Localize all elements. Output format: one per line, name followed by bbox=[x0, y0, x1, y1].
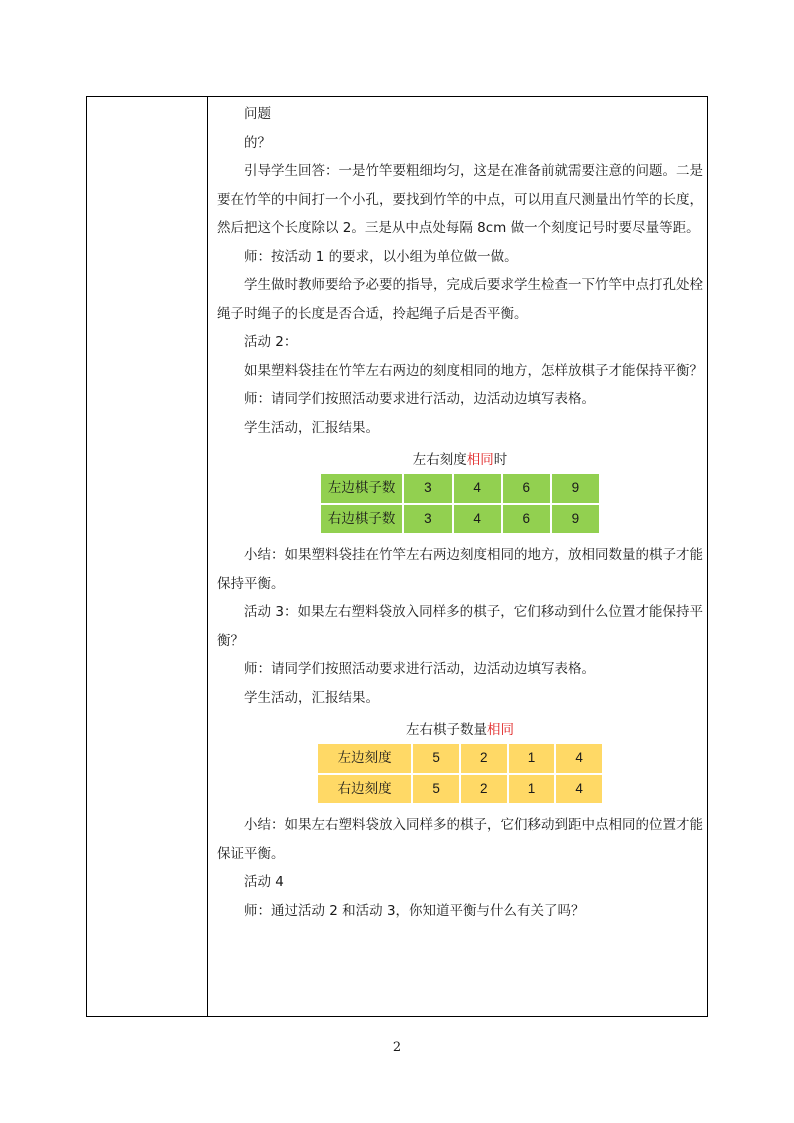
table-cell: 6 bbox=[502, 504, 551, 535]
table-cell: 5 bbox=[412, 774, 460, 805]
table-cell: 4 bbox=[555, 743, 603, 774]
table-row bbox=[317, 774, 603, 805]
row-header: 右边棋子数 bbox=[320, 504, 403, 535]
row-header: 右边刻度 bbox=[317, 774, 412, 805]
column-divider bbox=[207, 96, 208, 1017]
table-cell: 6 bbox=[502, 473, 551, 504]
paragraph: 活动 2： bbox=[244, 334, 298, 350]
paragraph: 问题 bbox=[244, 106, 271, 122]
page-number: 2 bbox=[392, 1040, 402, 1055]
table-row bbox=[320, 473, 600, 504]
table-cell: 2 bbox=[460, 743, 508, 774]
row-header: 左边棋子数 bbox=[320, 473, 403, 504]
paragraph: 小结：如果左右塑料袋放入同样多的棋子，它们移动到距中点相同的位置才能保证平衡。 bbox=[217, 817, 703, 862]
table-cell: 9 bbox=[551, 504, 600, 535]
table-row bbox=[320, 504, 600, 535]
caption-text: 左右刻度 bbox=[412, 452, 467, 467]
table-cell: 2 bbox=[460, 774, 508, 805]
paragraph: 的？ bbox=[244, 134, 271, 151]
table-cell: 1 bbox=[508, 774, 556, 805]
table2-equal-count bbox=[316, 742, 604, 805]
table-cell: 1 bbox=[508, 743, 556, 774]
table-cell: 5 bbox=[412, 743, 460, 774]
table-cell: 3 bbox=[403, 504, 452, 535]
caption-text: 时 bbox=[493, 452, 508, 467]
paragraph: 活动 3：如果左右塑料袋放入同样多的棋子，它们移动到什么位置才能保持平衡？ bbox=[217, 604, 703, 649]
paragraph: 学生活动，汇报结果。 bbox=[244, 689, 379, 706]
paragraph: 活动 4 bbox=[244, 874, 284, 890]
caption-highlight: 相同 bbox=[466, 452, 494, 467]
caption-highlight: 相同 bbox=[487, 722, 514, 737]
table-cell: 4 bbox=[555, 774, 603, 805]
paragraph: 学生活动，汇报结果。 bbox=[244, 419, 379, 436]
paragraph: 师：按活动 1 的要求，以小组为单位做一做。 bbox=[244, 248, 518, 265]
paragraph: 引导学生回答：一是竹竿要粗细均匀，这是在准备前就需要注意的问题。二是要在竹竿的中间打一个小孔，要找到竹竿的中点，可以用直尺测量出竹竿的长度，然后把这个长度除以 2。三是从中点处每隔 8cm 做一个刻度记号时要尽量等距。 bbox=[217, 163, 703, 236]
paragraph: 学生做时教师要给予必要的指导，完成后要求学生检查一下竹竿中点打孔处栓绳子时绳子的长度是否合适，拎起绳子后是否平衡。 bbox=[217, 277, 703, 322]
table-cell: 9 bbox=[551, 473, 600, 504]
table-cell: 4 bbox=[453, 504, 502, 535]
lesson-content bbox=[217, 100, 703, 925]
row-header: 左边刻度 bbox=[317, 743, 412, 774]
paragraph: 师：请同学们按照活动要求进行活动，边活动边填写表格。 bbox=[244, 391, 595, 407]
paragraph: 如果塑料袋挂在竹竿左右两边的刻度相同的地方，怎样放棋子才能保持平衡？ bbox=[244, 362, 703, 379]
table1-caption bbox=[217, 448, 703, 472]
paragraph: 师：请同学们按照活动要求进行活动，边活动边填写表格。 bbox=[244, 661, 595, 677]
table-row bbox=[317, 743, 603, 774]
paragraph: 小结：如果塑料袋挂在竹竿左右两边刻度相同的地方，放相同数量的棋子才能保持平衡。 bbox=[217, 547, 703, 592]
table-cell: 4 bbox=[453, 473, 502, 504]
caption-text: 左右棋子数量 bbox=[406, 722, 487, 737]
table2-caption bbox=[217, 718, 703, 742]
table1-equal-scale bbox=[319, 472, 601, 535]
paragraph: 师：通过活动 2 和活动 3，你知道平衡与什么有关了吗？ bbox=[244, 902, 585, 919]
table-cell: 3 bbox=[403, 473, 452, 504]
